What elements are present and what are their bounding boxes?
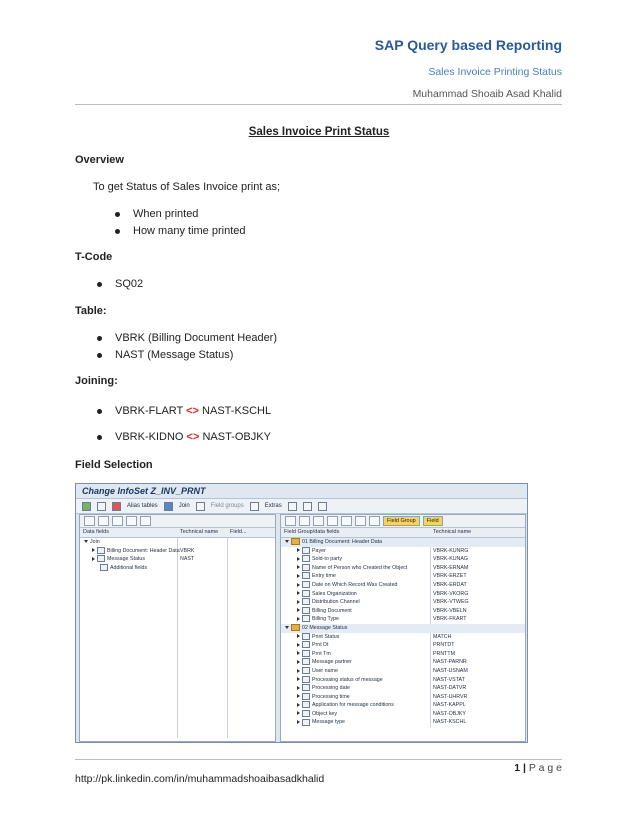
field-icon: [302, 658, 310, 665]
field-icon: [302, 650, 310, 657]
field-label: Sales Organization: [312, 590, 357, 597]
field-row[interactable]: [281, 572, 525, 581]
field-group-label: 02 Message Status: [302, 624, 348, 631]
field-technical-name: NAST-USNAM: [433, 667, 468, 674]
overview-heading: Overview: [75, 154, 124, 166]
field-technical-name: NAST-DATVR: [433, 685, 467, 692]
field-icon: [302, 564, 310, 571]
field-technical-name: VBRK-FKART: [433, 616, 467, 623]
field-group-row[interactable]: [281, 538, 525, 547]
tree-row-table[interactable]: Message Status NAST: [80, 555, 275, 564]
field-label: Processing status of message: [312, 676, 383, 683]
field-technical-name: VBRK-ERZET: [433, 573, 467, 580]
expand-icon[interactable]: [285, 516, 296, 526]
field-group-button[interactable]: Field Group: [383, 516, 420, 526]
field-tree: [281, 538, 525, 727]
field-label: Application for message conditions: [312, 702, 394, 709]
join-button[interactable]: Join: [178, 503, 190, 509]
left-pane-toolbar: [80, 515, 275, 528]
field-icon: [302, 598, 310, 605]
field-row[interactable]: [281, 581, 525, 590]
field-row[interactable]: [281, 633, 525, 642]
filter-icon[interactable]: [140, 516, 151, 526]
field-technical-name: VBRK-ERNAM: [433, 564, 469, 571]
field-row[interactable]: [281, 701, 525, 710]
table-icon: [100, 564, 108, 571]
left-pane-column-headers: [80, 528, 275, 538]
overview-intro: To get Status of Sales Invoice print as;: [93, 181, 281, 193]
column-field-group[interactable]: Field Group/data fields: [284, 529, 340, 535]
field-label: Sold-to party: [312, 556, 343, 563]
not-equal-operator: <>: [186, 431, 200, 443]
delete-icon[interactable]: [369, 516, 380, 526]
field-technical-name: VBRK-VBELN: [433, 607, 467, 614]
field-label: Entry time: [312, 573, 336, 580]
field-technical-name: PRNTTM: [433, 650, 456, 657]
field-icon: [302, 701, 310, 708]
header-author: Muhammad Shoaib Asad Khalid: [412, 88, 562, 100]
field-technical-name: NAST-UHRVR: [433, 693, 468, 700]
field-row[interactable]: [281, 547, 525, 556]
extras-button[interactable]: Extras: [264, 503, 282, 509]
field-row[interactable]: [281, 693, 525, 702]
data-fields-pane: [79, 514, 276, 742]
field-label: Message type: [312, 719, 345, 726]
sap-toolbar: [76, 499, 527, 514]
field-icon: [302, 667, 310, 674]
join-arrow-icon: [164, 502, 173, 511]
field-label: User name: [312, 667, 338, 674]
field-label: Billing Document: [312, 607, 352, 614]
field-row[interactable]: [281, 676, 525, 685]
field-icon: [302, 607, 310, 614]
sap-window-title: Change InfoSet Z_INV_PRNT: [76, 484, 527, 499]
field-label: Payer: [312, 547, 326, 554]
right-pane-toolbar: [281, 515, 525, 528]
field-groups-icon: [196, 502, 205, 511]
right-pane-column-headers: [281, 528, 525, 538]
field-label: Prnt Dt: [312, 642, 329, 649]
table-icon: [97, 555, 105, 562]
field-row[interactable]: [281, 667, 525, 676]
layout-icon[interactable]: [288, 502, 297, 511]
field-technical-name: VBRK-ERDAT: [433, 581, 467, 588]
field-row[interactable]: [281, 658, 525, 667]
field-icon: [302, 641, 310, 648]
find-next-icon[interactable]: [327, 516, 338, 526]
field-label: Date on Which Record Was Created: [312, 581, 398, 588]
field-group-row[interactable]: [281, 624, 525, 633]
field-technical-name: NAST-OBJKY: [433, 710, 466, 717]
sap-infoset-screenshot: [75, 483, 528, 743]
field-row[interactable]: [281, 598, 525, 607]
field-label: Print Status: [312, 633, 340, 640]
field-technical-name: MATCH: [433, 633, 452, 640]
table-icon: [97, 547, 105, 554]
search-icon[interactable]: [112, 516, 123, 526]
header-subtitle: Sales Invoice Printing Status: [428, 66, 562, 78]
field-icon: [302, 710, 310, 717]
field-icon: [302, 719, 310, 726]
field-icon: [302, 547, 310, 554]
not-equal-operator: <>: [186, 405, 199, 417]
field-label: Message partner: [312, 659, 352, 666]
extras-icon: [250, 502, 259, 511]
field-label: Billing Type: [312, 616, 339, 623]
field-technical-name: NAST-KSCHL: [433, 719, 467, 726]
document-title: Sales Invoice Print Status: [248, 126, 390, 138]
field-label: Distribution Channel: [312, 599, 360, 606]
field-group-label: 01 Billing Document: Header Data: [302, 539, 383, 545]
folder-icon: [291, 538, 300, 545]
tree-row-join[interactable]: Join: [80, 538, 275, 547]
field-icon: [302, 581, 310, 588]
field-icon: [302, 633, 310, 640]
field-row[interactable]: [281, 555, 525, 564]
joining-heading: Joining:: [75, 375, 118, 387]
display-icon[interactable]: [97, 502, 106, 511]
expand-icon[interactable]: [84, 516, 95, 526]
field-row[interactable]: [281, 590, 525, 599]
field-row[interactable]: [281, 650, 525, 659]
field-icon: [302, 676, 310, 683]
header-title: SAP Query based Reporting: [374, 37, 562, 53]
field-row[interactable]: [281, 641, 525, 650]
field-icon: [302, 693, 310, 700]
settings-icon[interactable]: [318, 502, 327, 511]
collapse-icon[interactable]: [98, 516, 109, 526]
save-icon[interactable]: [303, 502, 312, 511]
field-technical-name: VBRK-KUNRG: [433, 547, 469, 554]
field-label: Object key: [312, 710, 338, 717]
field-selection-heading: Field Selection: [75, 459, 153, 471]
field-row[interactable]: [281, 710, 525, 719]
field-label: Name of Person who Created the Object: [312, 564, 408, 571]
field-label: Processing time: [312, 693, 350, 700]
field-groups-button[interactable]: Field groups: [210, 503, 244, 509]
header-divider: [75, 104, 562, 105]
field-groups-pane: [280, 514, 526, 742]
footer-divider: [75, 759, 562, 760]
field-row[interactable]: [281, 607, 525, 616]
column-data-fields[interactable]: Data fields: [83, 529, 109, 535]
field-technical-name: NAST-PARNR: [433, 659, 467, 666]
column-technical-name[interactable]: Technical name: [433, 529, 472, 535]
field-label: Prnt Tm: [312, 650, 331, 657]
field-icon: [302, 590, 310, 597]
field-technical-name: VBRK-VTWEG: [433, 599, 469, 606]
edit-icon[interactable]: [355, 516, 366, 526]
field-icon: [302, 684, 310, 691]
field-button[interactable]: Field: [423, 516, 443, 526]
field-icon: [302, 615, 310, 622]
field-label: Processing date: [312, 685, 350, 692]
table-heading: Table:: [75, 305, 107, 317]
field-icon: [302, 555, 310, 562]
tree-row-table[interactable]: Billing Document: Header Data VBRK: [80, 547, 275, 556]
column-field[interactable]: Field...: [230, 529, 247, 535]
field-icon: [302, 572, 310, 579]
field-technical-name: PRNTDT: [433, 642, 455, 649]
field-technical-name: NAST-VSTAT: [433, 676, 465, 683]
field-row[interactable]: [281, 684, 525, 693]
column-technical-name[interactable]: Technical name: [180, 529, 219, 535]
alias-tables-button[interactable]: Alias tables: [127, 503, 158, 509]
field-technical-name: VBRK-KUNAG: [433, 556, 469, 563]
folder-icon: [291, 624, 300, 631]
page-number: 1 | P a g e: [514, 762, 562, 774]
find-next-icon[interactable]: [126, 516, 137, 526]
field-row[interactable]: [281, 564, 525, 573]
field-row[interactable]: [281, 615, 525, 624]
field-technical-name: VBRK-VKORG: [433, 590, 469, 597]
tcode-heading: T-Code: [75, 251, 113, 263]
create-icon[interactable]: [341, 516, 352, 526]
collapse-icon[interactable]: [299, 516, 310, 526]
footer-url: http://pk.linkedin.com/in/muhammadshoaibasadkhalid: [75, 773, 325, 785]
check-icon[interactable]: [82, 502, 91, 511]
generate-icon[interactable]: [112, 502, 121, 511]
field-technical-name: NAST-KAPPL: [433, 702, 466, 709]
search-icon[interactable]: [313, 516, 324, 526]
tree-row-table[interactable]: Additional fields: [80, 564, 275, 573]
field-row[interactable]: [281, 718, 525, 727]
